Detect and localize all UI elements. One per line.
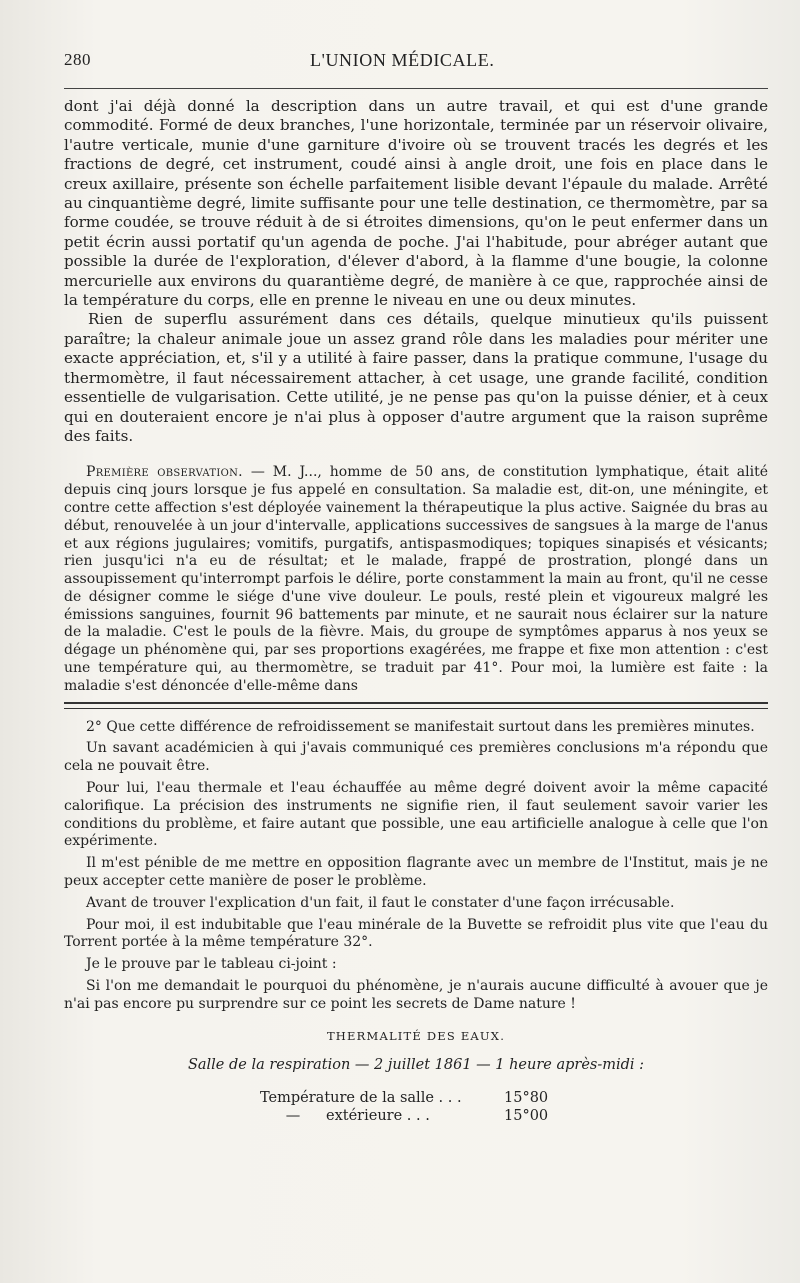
temperature-label: extérieure . . . (326, 1108, 430, 1125)
table-subtitle: Salle de la respiration — 2 juillet 1861 — 1 heure après-midi : (187, 1057, 645, 1074)
footnote-paragraph-5: Avant de trouver l'explication d'un fait, il faut le constater d'une façon irrécusable. (86, 894, 675, 911)
temperature-row (260, 1107, 768, 1125)
page-header (64, 44, 770, 78)
footnote-paragraph-1: 2° Que cette différence de refroidissement se manifestait surtout dans les premières minutes. (86, 718, 755, 735)
main-text (64, 97, 768, 446)
observation-text: — M. J..., homme de 50 ans, de constitution lymphatique, était alité depuis cinq jours lorsque je fus appelé en consultation. Sa maladie est, dit-on, une méningite, et contre cette affection s'est déployée vainement la thérapeutique la plus active. Saignée du bras au début, renouvelée à un jour d'intervalle, applications successives de sangsues à la marge de l'anus et aux régions jugulaires; vomitifs, purgatifs, antispasmodiques; topiques sinapisés et vésicants; rien jusqu'ici n'a eu de résultat; et le malade, frappé de prostration, plongé dans un assoupissement qu'interrompt parfois le délire, porte constamment la main au front, qu'il ne cesse de désigner comme le siége d'une vive douleur. Le pouls, resté plein et vigoureux malgré les émissions sanguines, fournit 96 battements par minute, et ne saurait nous éclairer sur la nature de la maladie. C'est le pouls de la fièvre. Mais, du groupe de symptômes apparus à nos yeux se dégage un phénomène qui, par ses proportions exagérées, me frappe et fixe mon attention : c'est une température qui, au thermomètre, se traduit par 41°. Pour moi, la lumière est faite : la maladie s'est dénoncée d'elle-même dans (64, 464, 768, 694)
ditto-dash: — (285, 1108, 301, 1125)
header-rule (64, 88, 768, 89)
temperature-table (260, 1089, 768, 1125)
table-title: THERMALITÉ DES EAUX. (326, 1028, 506, 1043)
temperature-value: 15°00 (504, 1108, 549, 1125)
running-title: L'UNION MÉDICALE. (310, 50, 495, 70)
temperature-row (260, 1089, 768, 1107)
paragraph-2: Rien de superflu assurément dans ces détails, quelque minutieux qu'ils puissent paraître; la chaleur animale joue un assez grand rôle dans les maladies pour mériter une exacte appréciation, et, s'il y a utilité à faire passer, dans la pratique commune, l'usage du thermomètre, il faut nécessairement attacher, à cet usage, une grande facilité, condition essentielle de vulgarisation. Cette utilité, je ne pense pas qu'on la puisse dénier, et à ceux qui en douteraient encore je n'ai plus à opposer d'autre argument que la raison suprême des faits. (64, 310, 768, 445)
observation-paragraph (64, 464, 768, 695)
temperature-label: Température de la salle . . . (260, 1090, 462, 1107)
footnote-paragraph-7: Je le prouve par le tableau ci-joint : (86, 956, 337, 973)
footnote-separator (64, 702, 768, 709)
footnote-paragraph-2: Un savant académicien à qui j'avais communiqué ces premières conclusions m'a répondu que cela ne pouvait être. (64, 740, 768, 775)
footnote-paragraph-4: Il m'est pénible de me mettre en opposition flagrante avec un membre de l'Institut, mais je ne peux accepter cette manière de poser le problème. (64, 855, 768, 890)
footnote-paragraph-8: Si l'on me demandait le pourquoi du phénomène, je n'aurais aucune difficulté à avouer que je n'ai pas encore pu surprendre sur ce point les secrets de Dame nature ! (64, 978, 768, 1012)
temperature-value: 15°80 (504, 1090, 549, 1107)
page-number: 280 (64, 50, 91, 69)
footnote-paragraph-3: Pour lui, l'eau thermale et l'eau échauffée au même degré doivent avoir la même capacité calorifique. La précision des instruments ne signifie rien, il faut seulement savoir varier les conditions du problème, et faire autant que possible, une eau artificielle analogue à celle que l'on expérimente. (64, 780, 768, 850)
observation-label: Première observation. (86, 464, 243, 481)
paragraph-1: dont j'ai déjà donné la description dans un autre travail, et qui est d'une grande commodité. Formé de deux branches, l'une horizontale, terminée par un réservoir olivaire, l'autre verticale, munie d'une garniture d'ivoire où se trouvent tracés les degrés et les fractions de degré, cet instrument, coudé ainsi à angle droit, une fois en place dans le creux axillaire, présente son échelle parfaitement lisible devant l'épaule du malade. Arrêté au cinquantième degré, limite suffisante pour une telle destination, ce thermomètre, par sa forme coudée, se trouve réduit à de si étroites dimensions, qu'on le peut enfermer dans un petit écrin aussi portatif qu'un agenda de poche. J'ai l'habitude, pour abréger autant que possible la durée de l'exploration, d'élever d'abord, à la flamme d'une bougie, la colonne mercurielle aux environs du quarantième degré, de manière à ce que, rapprochée ainsi de la température du corps, elle en prenne le niveau en une ou deux minutes. (64, 97, 768, 310)
footnote (64, 719, 768, 1126)
footnote-paragraph-6: Pour moi, il est indubitable que l'eau minérale de la Buvette se refroidit plus vite que l'eau du Torrent portée à la même température 32°. (64, 916, 768, 951)
